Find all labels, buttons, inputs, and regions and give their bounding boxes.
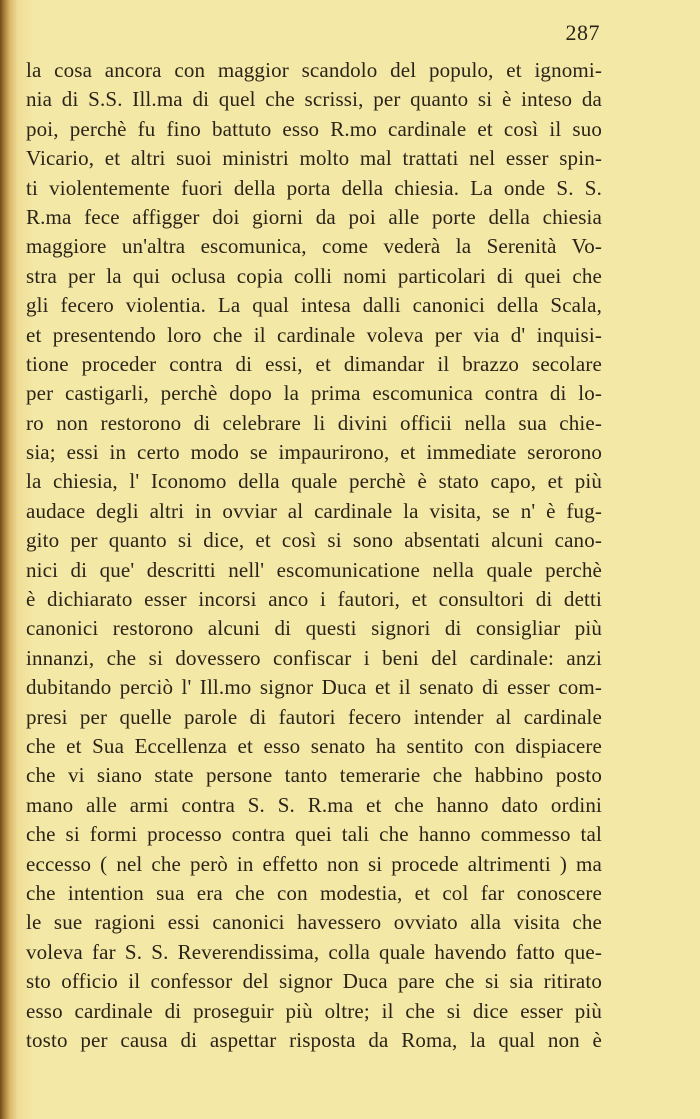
text-line: maggiore un'altra escomunica, come vederà la Serenità Vo-	[26, 234, 602, 259]
text-line: gli fecero violentia. La qual intesa dalli canonici della Scala,	[26, 293, 602, 318]
text-line: stra per la qui oclusa copia colli nomi particolari di quei che	[26, 263, 602, 288]
text-line: sto officio il confessor del signor Duca pare che si sia ritirato	[26, 969, 602, 994]
text-line: poi, perchè fu fino battuto esso R.mo cardinale et così il suo	[26, 116, 602, 141]
text-line: la cosa ancora con maggior scandolo del populo, et ignomi-	[26, 58, 602, 82]
text-line: tosto per causa di aspettar risposta da Roma, la qual non è	[26, 1027, 602, 1052]
text-line: mano alle armi contra S. S. R.ma et che hanno dato ordini	[26, 792, 602, 817]
text-line: et presentendo loro che il cardinale voleva per via d' inquisi-	[26, 322, 602, 347]
text-line: che vi siano state persone tanto temerarie che habbino posto	[26, 763, 602, 788]
text-line: che et Sua Eccellenza et esso senato ha sentito con dispiacere	[26, 733, 602, 758]
body-text	[26, 56, 602, 1055]
text-line: Vicario, et altri suoi ministri molto mal trattati nel esser spin-	[26, 146, 602, 171]
text-line: canonici restorono alcuni di questi signori di consigliar più	[26, 616, 602, 641]
text-line: presi per quelle parole di fautori fecero intender al cardinale	[26, 704, 602, 729]
page-number: 287	[565, 20, 600, 45]
text-line: che si formi processo contra quei tali che hanno commesso tal	[26, 822, 602, 847]
text-line: dubitando perciò l' Ill.mo signor Duca et il senato di esser com-	[26, 675, 602, 700]
text-line: la chiesia, l' Iconomo della quale perchè è stato capo, et più	[26, 469, 602, 494]
text-line: nia di S.S. Ill.ma di quel che scrissi, per quanto si è inteso da	[26, 87, 602, 112]
text-line: esso cardinale di proseguir più oltre; il che si dice esser più	[26, 998, 602, 1023]
text-line: tione proceder contra di essi, et dimandar il brazzo secolare	[26, 351, 602, 376]
text-line: gito per quanto si dice, et così si sono absentati alcuni cano-	[26, 528, 602, 553]
text-line: voleva far S. S. Reverendissima, colla quale havendo fatto que-	[26, 939, 602, 964]
text-line: audace degli altri in ovviar al cardinale la visita, se n' è fug-	[26, 498, 602, 523]
text-line: ro non restorono di celebrare li divini officii nella sua chie-	[26, 410, 602, 435]
text-line: per castigarli, perchè dopo la prima escomunica contra di lo-	[26, 381, 602, 406]
text-line: sia; essi in certo modo se impaurirono, et immediate serorono	[26, 440, 602, 465]
text-line: ti violentemente fuori della porta della chiesia. La onde S. S.	[26, 175, 602, 200]
text-line: R.ma fece affigger doi giorni da poi alle porte della chiesia	[26, 204, 602, 229]
text-line: nici di que' descritti nell' escomunicatione nella quale perchè	[26, 557, 602, 582]
text-line: è dichiarato esser incorsi anco i fautori, et consultori di detti	[26, 587, 602, 612]
text-line: innanzi, che si dovessero confiscar i beni del cardinale: anzi	[26, 645, 602, 670]
text-line: che intention sua era che con modestia, et col far conoscere	[26, 880, 602, 905]
text-line: eccesso ( nel che però in effetto non si procede altrimenti ) ma	[26, 851, 602, 876]
text-line: le sue ragioni essi canonici havessero ovviato alla visita che	[26, 910, 602, 935]
